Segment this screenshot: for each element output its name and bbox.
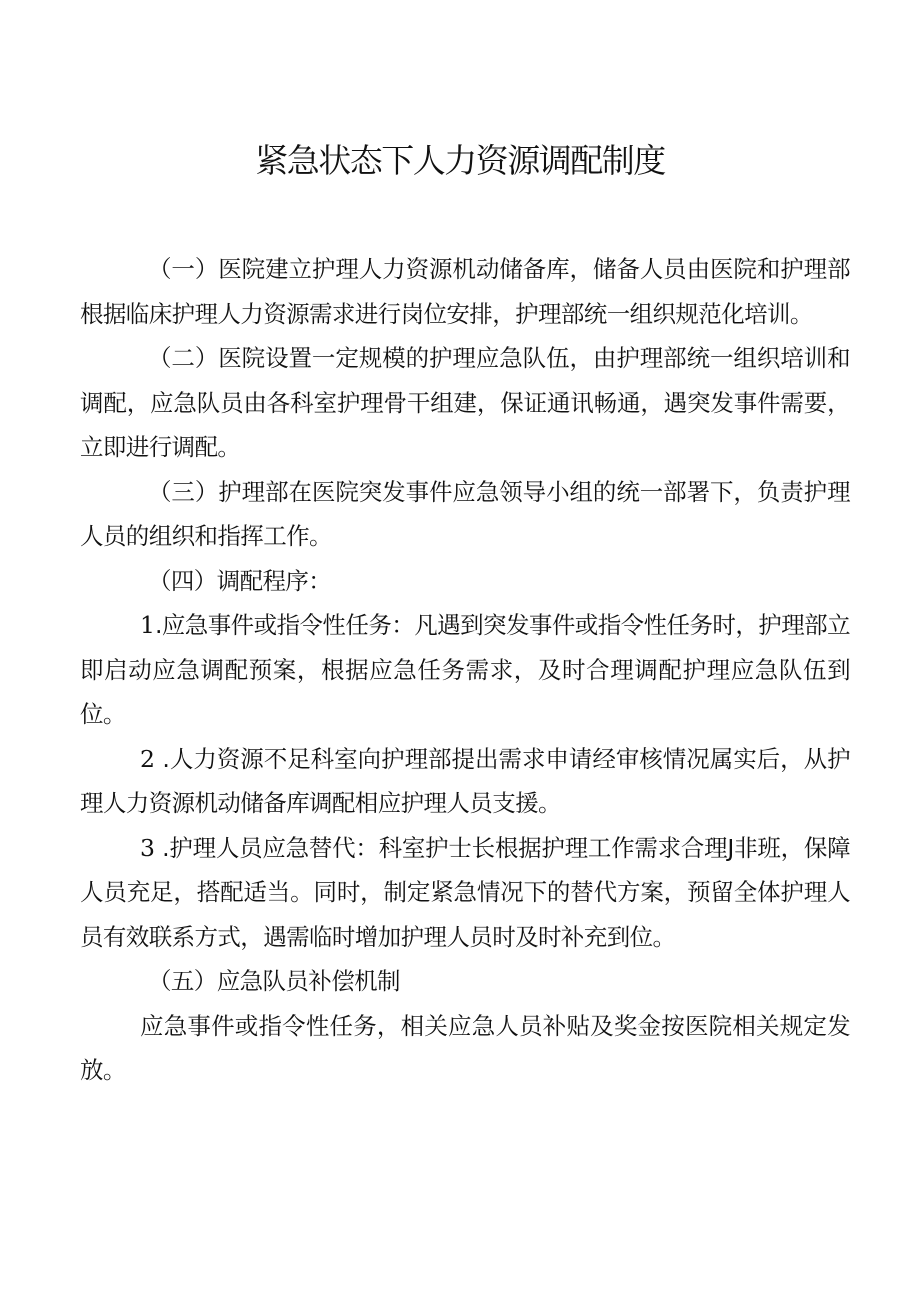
paragraph-section-3 (80, 470, 850, 559)
paragraph-text: （五）应急队员补偿机制 (148, 967, 400, 995)
list-item-text: .人力资源不足科室向护理部提出需求申请经审核情况属实后，从护理人力资源机动储备库调配相应护理人员支援。 (80, 744, 850, 817)
paragraph-section-1 (80, 247, 850, 336)
paragraph-text: （四）调配程序： (148, 566, 332, 595)
paragraph-text: （二）医院设置一定规模的护理应急队伍，由护理部统一组织培训和调配，应急队员由各科室护理骨干组建，保证通讯畅通，遇突发事件需要，立即进行调配。 (80, 344, 850, 461)
paragraph-section-2 (80, 336, 850, 470)
document-body (80, 247, 850, 1093)
paragraph-text: （三）护理部在医院突发事件应急领导小组的统一部署下，负责护理人员的组织和指挥工作。 (80, 477, 850, 550)
list-item-number: 1 (140, 611, 155, 639)
list-item-text: .护理人员应急替代：科室护士长根据护理工作需求合理J非班，保障人员充足，搭配适当。同时，制定紧急情况下的替代方案，预留全体护理人员有效联系方式，遇需临时增加护理人员时及时补充到位。 (80, 833, 850, 951)
list-item-2 (80, 737, 850, 826)
paragraph-plain (80, 1004, 850, 1093)
list-item-number: 2 (140, 744, 155, 773)
list-item-number: 3 (140, 833, 155, 862)
paragraph-section-4 (80, 559, 850, 604)
list-item-3 (80, 826, 850, 960)
list-item-text: .应急事件或指令性任务：凡遇到突发事件或指令性任务时，护理部立即启动应急调配预案，根据应急任务需求，及时合理调配护理应急队伍到位。 (80, 611, 850, 728)
list-item-1 (80, 603, 850, 737)
paragraph-section-5 (80, 959, 850, 1004)
paragraph-text: 应急事件或指令性任务，相关应急人员补贴及奖金按医院相关规定发放。 (80, 1011, 850, 1084)
paragraph-text: （一）医院建立护理人力资源机动储备库，储备人员由医院和护理部根据临床护理人力资源需求进行岗位安排，护理部统一组织规范化培训。 (80, 255, 850, 328)
document-title: 紧急状态下人力资源调配制度 (255, 141, 665, 180)
